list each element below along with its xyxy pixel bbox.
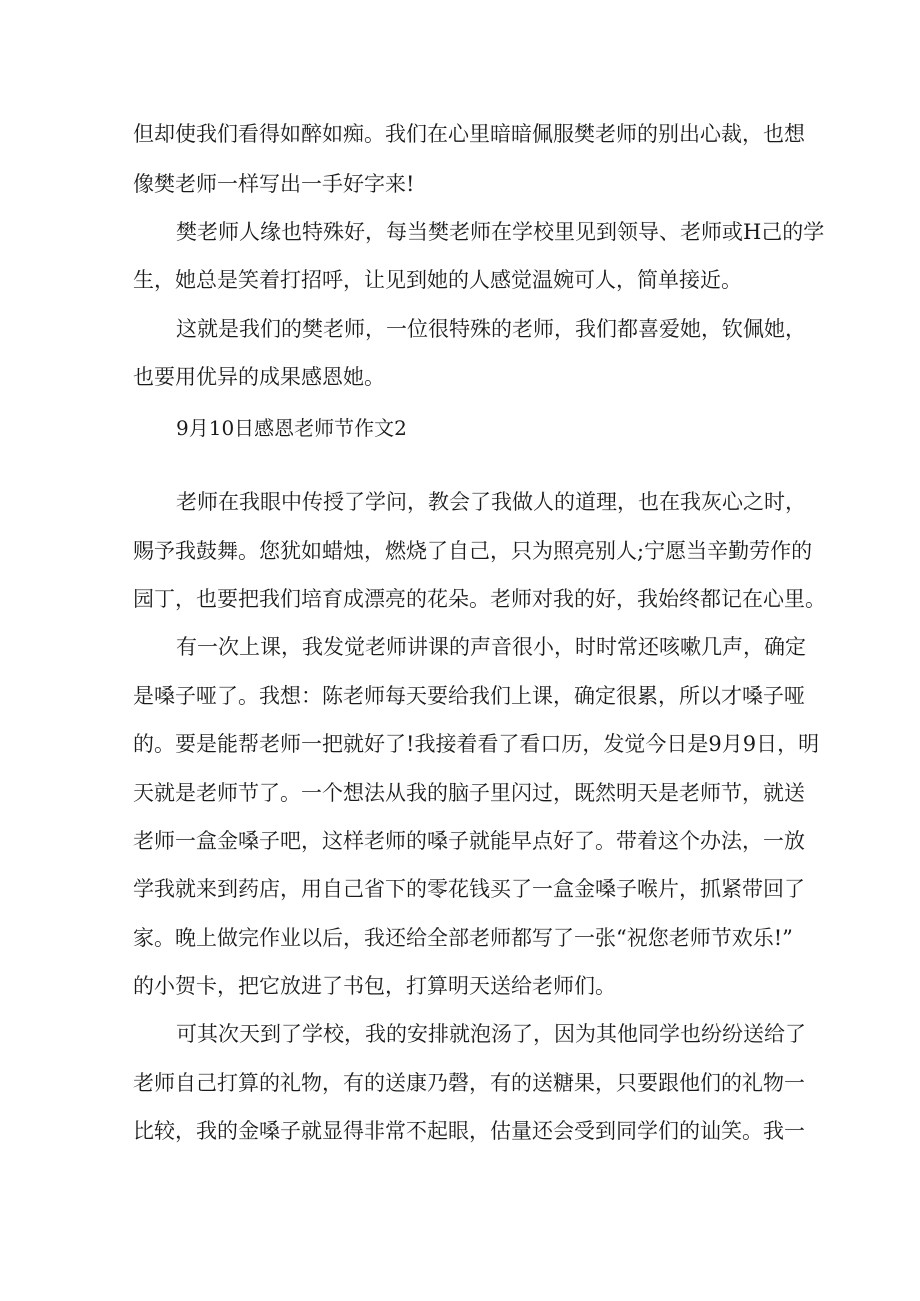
paragraph-line: 可其次天到了学校，我的安排就泡汤了，因为其他同学也纷纷送给了 (176, 1022, 806, 1046)
paragraph-line: 比较，我的金嗓子就显得非常不起眼，估量还会受到同学们的讪笑。我一 (133, 1119, 805, 1143)
paragraph-line: 赐予我鼓舞。您犹如蜡烛，燃烧了自己，只为照亮别人;宁愿当辛勤劳作的 (133, 539, 813, 563)
paragraph-line: 像樊老师一样写出一手好字来! (133, 172, 415, 196)
paragraph-line: 但却使我们看得如醉如痴。我们在心里暗暗佩服樊老师的别出心裁，也想 (133, 122, 805, 146)
paragraph-line: 老师在我眼中传授了学问，教会了我做人的道理，也在我灰心之时， (176, 490, 806, 514)
paragraph-line: 的。要是能帮老师一把就好了!我接着看了看口历，发觉今日是9月9日，明 (133, 732, 820, 756)
paragraph-line: 家。晚上做完作业以后，我还给全部老师都写了一张“祝您老师节欢乐!” (133, 926, 793, 950)
paragraph-line: 生，她总是笑着打招呼，让见到她的人感觉温婉可人，简单接近。 (133, 268, 742, 292)
paragraph-line: 这就是我们的樊老师，一位很特殊的老师，我们都喜爱她，钦佩她， (176, 317, 806, 341)
paragraph-line: 学我就来到药店，用自己省下的零花钱买了一盒金嗓子喉片，抓紧带回了 (133, 877, 805, 901)
paragraph-line: 老师自己打算的礼物，有的送康乃磬，有的送糖果，只要跟他们的礼物一 (133, 1071, 805, 1095)
paragraph-line: 老师一盒金嗓子吧，这样老师的嗓子就能早点好了。带着这个办法，一放 (133, 829, 805, 853)
paragraph-line: 的小贺卡，把它放进了书包，打算明天送给老师们。 (133, 974, 616, 998)
essay-heading: 9月10日感恩老师节作文2 (176, 416, 407, 440)
paragraph-line: 樊老师人缘也特殊好，每当樊老师在学校里见到领导、老师或H己的学 (176, 220, 825, 244)
paragraph-line: 园丁，也要把我们培育成漂亮的花朵。老师对我的好，我始终都记在心里。 (133, 587, 826, 611)
paragraph-line: 有一次上课，我发觉老师讲课的声音很小，时时常还咳嗽几声，确定 (176, 635, 806, 659)
paragraph-line: 是嗓子哑了。我想：陈老师每天要给我们上课，确定很累，所以才嗓子哑 (133, 684, 805, 708)
paragraph-line: 天就是老师节了。一个想法从我的脑子里闪过，既然明天是老师节，就送 (133, 781, 805, 805)
paragraph-line: 也要用优异的成果感恩她。 (133, 365, 385, 389)
